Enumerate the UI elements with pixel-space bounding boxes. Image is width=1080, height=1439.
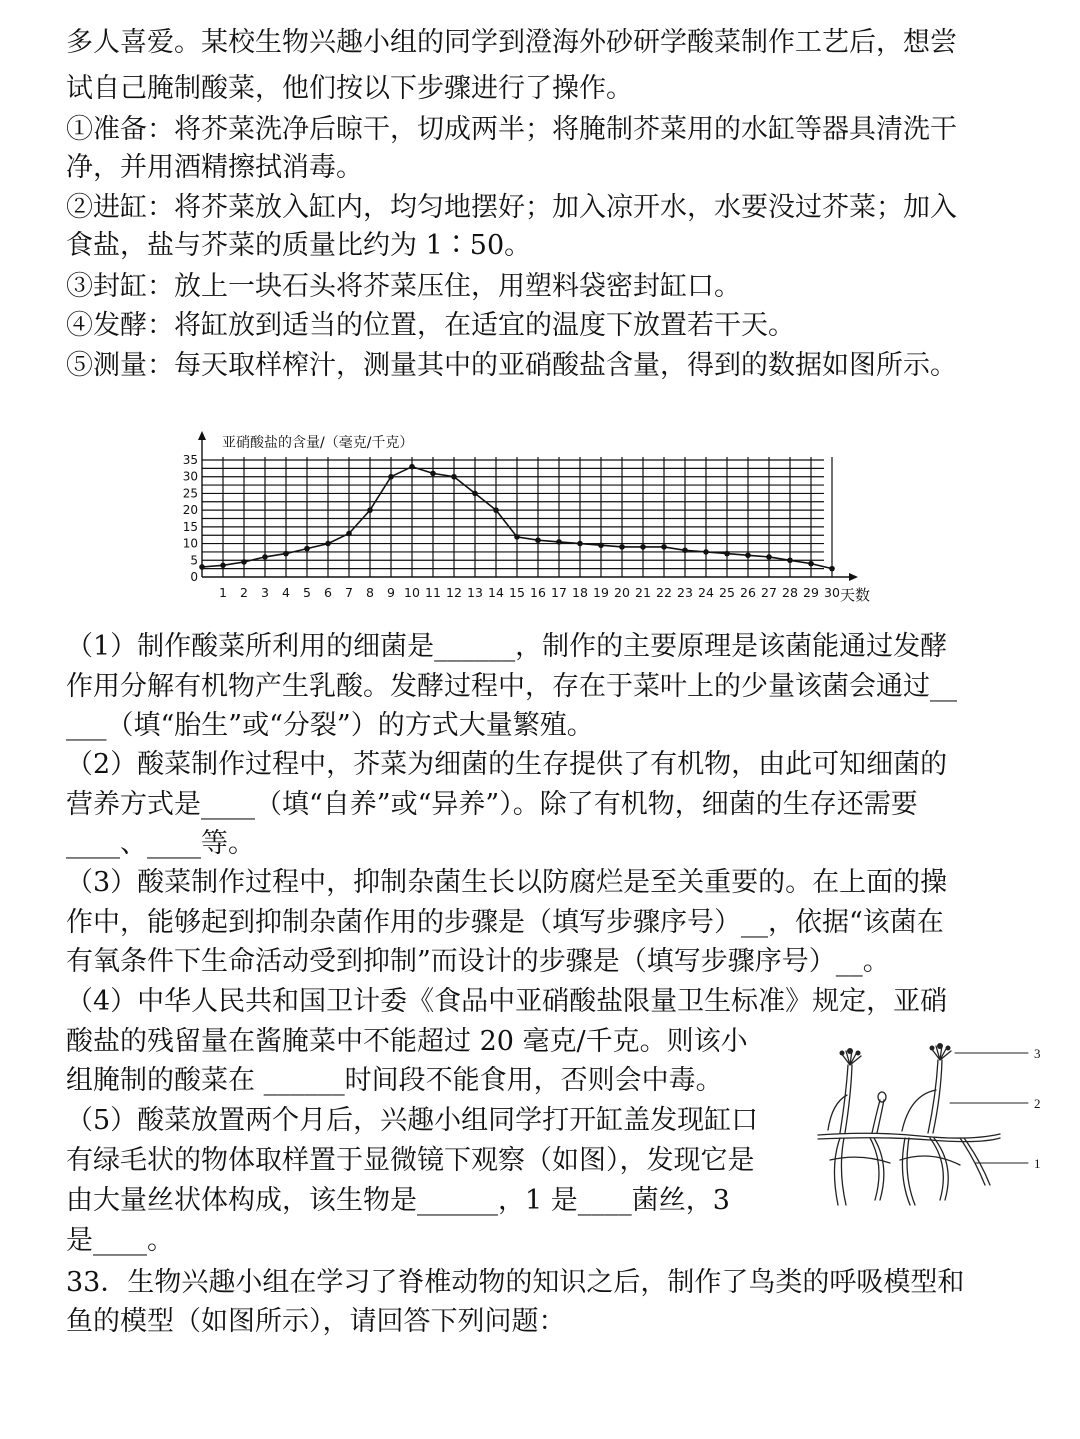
question-5-line: 由大量丝状体构成，该生物是______，1 是____菌丝，3: [66, 1185, 730, 1216]
chart-data-point: [430, 471, 436, 477]
chart-x-tick-label: 24: [698, 585, 714, 600]
question-1-line: （1）制作酸菜所利用的细菌是______，制作的主要原理是该菌能通过发酵: [66, 631, 948, 662]
question-5-line: 有绿毛状的物体取样置于显微镜下观察（如图），发现它是: [66, 1145, 755, 1176]
spore: [856, 1051, 861, 1056]
mold-hyphae-figure: [810, 1035, 1060, 1215]
intro-line: 试自己腌制酸菜，他们按以下步骤进行了操作。: [66, 73, 633, 104]
chart-x-tick-label: 9: [387, 585, 395, 600]
chart-y-tick-label: 25: [182, 486, 198, 501]
chart-data-point: [703, 549, 709, 555]
question-1-line: 作用分解有机物产生乳酸。发酵过程中，存在于菜叶上的少量该菌会通过__: [66, 671, 957, 702]
chart-x-tick-label: 20: [614, 585, 630, 600]
question-4-line: 组腌制的酸菜在 ______时间段不能食用，否则会中毒。: [66, 1065, 723, 1096]
intro-line: 多人喜爱。某校生物兴趣小组的同学到澄海外砂研学酸菜制作工艺后，想尝: [66, 27, 957, 58]
spore: [946, 1046, 951, 1051]
question-5-line: （5）酸菜放置两个月后，兴趣小组同学打开缸盖发现缸口: [66, 1105, 759, 1136]
question-3-line: 有氧条件下生命活动受到抑制”而设计的步骤是（填写步骤序号）__。: [66, 946, 890, 977]
question-3-line: 作中，能够起到抑制杂菌作用的步骤是（填写步骤序号）__，依据“该菌在: [66, 907, 944, 938]
question-2-line: ____、____等。: [66, 828, 255, 859]
chart-data-point: [262, 554, 268, 560]
substrate-hypha: [930, 1138, 948, 1200]
chart-data-point: [472, 491, 478, 497]
chart-x-tick-label: 10: [404, 585, 420, 600]
step-4-line: ④发酵：将缸放到适当的位置，在适宜的温度下放置若干天。: [66, 310, 795, 341]
chart-data-point: [556, 539, 562, 545]
step-5-line: ⑤测量：每天取样榨汁，测量其中的亚硝酸盐含量，得到的数据如图所示。: [66, 350, 957, 381]
chart-x-tick-label: 22: [656, 585, 672, 600]
mold-label-3: 3: [1034, 1046, 1041, 1061]
chart-data-point: [598, 542, 604, 548]
chart-data-point: [493, 507, 499, 513]
spore: [847, 1048, 853, 1054]
chart-y-axis-arrow: [198, 431, 206, 440]
chart-x-tick-label: 18: [572, 585, 588, 600]
chart-data-point: [388, 474, 394, 480]
chart-data-point: [724, 551, 730, 557]
substrate-hypha: [834, 1138, 846, 1205]
chart-x-axis-arrow: [849, 573, 858, 581]
question-33-line: 33．生物兴趣小组在学习了脊椎动物的知识之后，制作了鸟类的呼吸模型和: [66, 1267, 965, 1298]
spore: [840, 1051, 845, 1056]
chart-y-tick-label: 10: [182, 536, 198, 551]
chart-y-tick-label: 30: [182, 469, 198, 484]
chart-x-tick-label: 27: [761, 585, 777, 600]
chart-data-point: [682, 547, 688, 553]
mold-label-1: 1: [1034, 1156, 1041, 1171]
chart-x-tick-label: 19: [593, 585, 609, 600]
chart-data-point: [409, 464, 415, 470]
chart-data-point: [451, 474, 457, 480]
question-4-line: （4）中华人民共和国卫计委《食品中亚硝酸盐限量卫生标准》规定，亚硝: [66, 986, 948, 1017]
chart-x-tick-label: 5: [303, 585, 311, 600]
nitrite-line-chart: [180, 425, 890, 610]
substrate-hypha: [960, 1138, 990, 1185]
chart-y-tick-label: 5: [190, 553, 198, 568]
aerial-hypha-branch: [902, 1090, 936, 1131]
mold-diagram: [810, 1035, 1060, 1215]
aerial-hypha: [845, 1065, 852, 1133]
chart-x-tick-label: 2: [240, 585, 248, 600]
chart-x-tick-label: 7: [345, 585, 353, 600]
chart-x-tick-label: 28: [782, 585, 798, 600]
chart-data-point: [766, 554, 772, 560]
chart-x-tick-label: 1: [219, 585, 227, 600]
chart-x-tick-label: 12: [446, 585, 462, 600]
chart-data-point: [283, 551, 289, 557]
aerial-hypha: [872, 1100, 880, 1133]
chart-data-point: [745, 552, 751, 558]
chart-data-point: [346, 531, 352, 537]
chart-x-tick-label: 6: [324, 585, 332, 600]
mold-label-2: 2: [1034, 1096, 1041, 1111]
chart-data-point: [367, 507, 373, 513]
step-1-line: 净，并用酒精擦拭消毒。: [66, 152, 363, 183]
chart-y-axis-label: 亚硝酸盐的含量/（毫克/千克）: [222, 435, 414, 451]
spore: [930, 1046, 935, 1051]
question-2-line: （2）酸菜制作过程中，芥菜为细菌的生存提供了有机物，由此可知细菌的: [66, 749, 948, 780]
chart-x-tick-label: 29: [803, 585, 819, 600]
young-sporangium: [878, 1092, 886, 1102]
chart-data-point: [829, 566, 835, 572]
nitrite-chart: [180, 425, 890, 610]
substrate-hypha: [902, 1138, 915, 1205]
chart-x-tick-label: 17: [551, 585, 567, 600]
chart-x-tick-label: 25: [719, 585, 735, 600]
chart-x-tick-label: 13: [467, 585, 483, 600]
chart-x-tick-label: 16: [530, 585, 546, 600]
chart-y-tick-label: 15: [182, 519, 198, 534]
chart-data-point: [640, 544, 646, 550]
chart-data-point: [808, 561, 814, 567]
chart-data-point: [661, 544, 667, 550]
chart-data-point: [577, 541, 583, 547]
substrate-hypha: [870, 1138, 884, 1200]
chart-data-point: [220, 563, 226, 569]
chart-data-point: [241, 559, 247, 565]
aerial-hypha: [928, 1060, 938, 1133]
chart-data-point: [787, 557, 793, 563]
question-1-line: ___（填“胎生”或“分裂”）的方式大量繁殖。: [66, 710, 594, 741]
step-2-line: 食盐，盐与芥菜的质量比约为 1∶50。: [66, 230, 532, 261]
spore: [937, 1043, 943, 1049]
chart-x-tick-label: 21: [635, 585, 651, 600]
step-2-line: ②进缸：将芥菜放入缸内，均匀地摆好；加入凉开水，水要没过芥菜；加入: [66, 192, 957, 223]
chart-data-point: [535, 537, 541, 543]
question-2-line: 营养方式是____（填“自养”或“异养”）。除了有机物，细菌的生存还需要: [66, 789, 918, 820]
chart-x-tick-label: 8: [366, 585, 374, 600]
chart-x-axis-label: 天数: [840, 586, 871, 604]
chart-data-point: [304, 546, 310, 552]
step-1-line: ①准备：将芥菜洗净后晾干，切成两半；将腌制芥菜用的水缸等器具清洗干: [66, 114, 957, 145]
chart-y-tick-label: 35: [182, 453, 198, 467]
question-3-line: （3）酸菜制作过程中，抑制杂菌生长以防腐烂是至关重要的。在上面的操: [66, 867, 948, 898]
step-3-line: ③封缸：放上一块石头将芥菜压住，用塑料袋密封缸口。: [66, 271, 741, 302]
chart-x-tick-label: 11: [425, 585, 441, 600]
chart-x-tick-label: 3: [261, 585, 269, 600]
chart-grid: [202, 457, 832, 577]
chart-x-tick-label: 26: [740, 585, 756, 600]
question-33-line: 鱼的模型（如图所示），请回答下列问题：: [66, 1306, 566, 1337]
chart-x-tick-label: 14: [488, 585, 504, 600]
chart-data-point: [325, 541, 331, 547]
chart-x-tick-label: 30: [824, 585, 840, 600]
chart-y-tick-label: 0: [190, 570, 198, 584]
question-5-line: 是____。: [66, 1225, 174, 1256]
question-4-line: 酸盐的残留量在酱腌菜中不能超过 20 毫克/千克。则该小: [66, 1026, 748, 1057]
chart-data-point: [514, 534, 520, 540]
chart-y-tick-label: 20: [182, 503, 198, 518]
chart-x-tick-label: 15: [509, 585, 525, 600]
chart-axes: [198, 431, 858, 581]
chart-data-point: [619, 544, 625, 550]
chart-x-tick-label: 23: [677, 585, 693, 600]
chart-x-tick-label: 4: [282, 585, 290, 600]
chart-data-point: [199, 564, 205, 570]
